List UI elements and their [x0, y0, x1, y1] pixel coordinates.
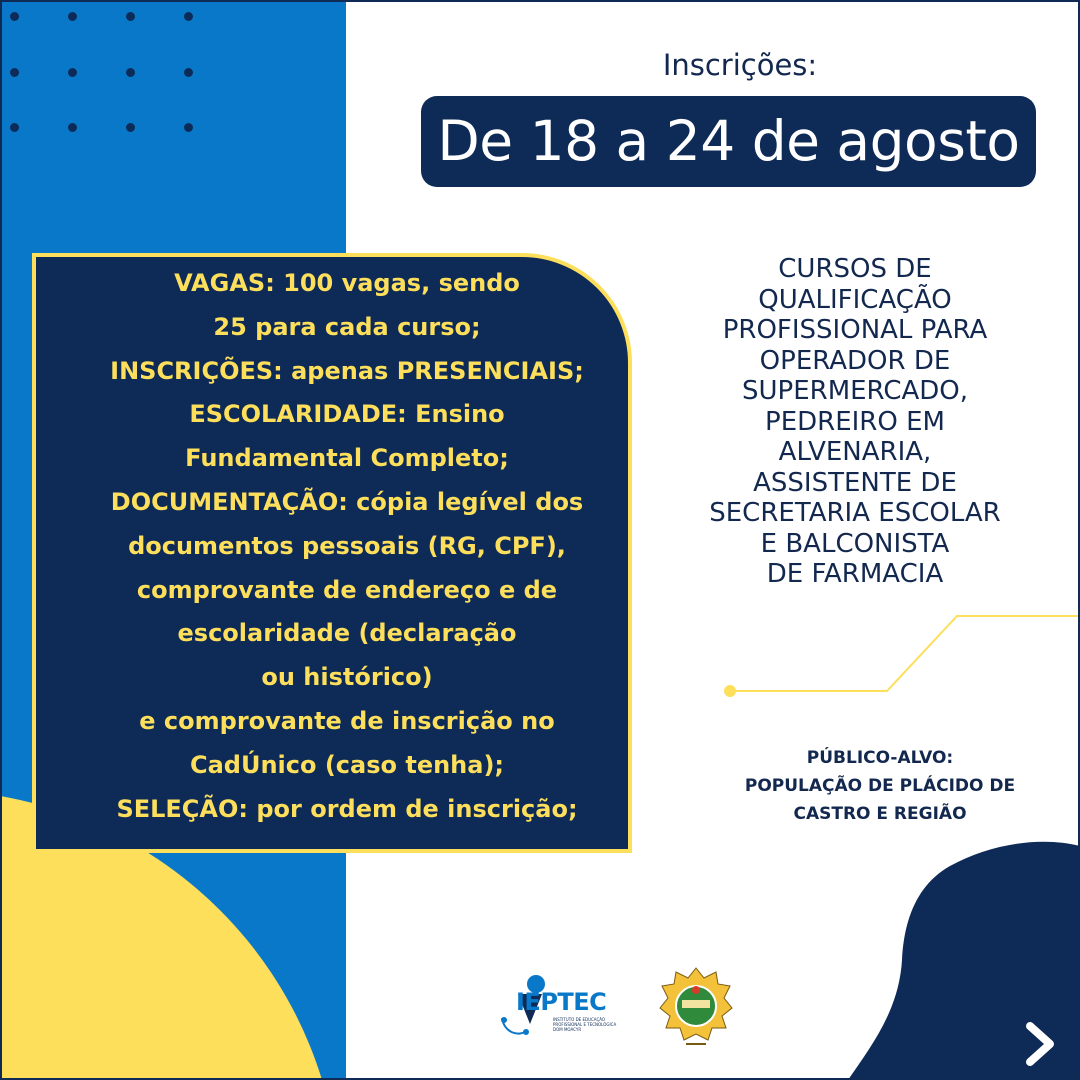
courses-line: DE FARMACIA — [766, 559, 944, 589]
courses-line: QUALIFICAÇÃO — [758, 284, 952, 315]
info-line: ou histórico) — [261, 663, 433, 692]
info-line: e comprovante de inscrição no — [139, 706, 555, 735]
courses-line: SUPERMERCADO, — [741, 376, 969, 406]
info-line: comprovante de endereço e de — [136, 575, 558, 604]
audience-line: PÚBLICO-ALVO: — [806, 748, 954, 768]
info-line: INSCRIÇÕES: apenas PRESENCIAIS; — [110, 356, 584, 385]
registration-date: De 18 a 24 de agosto — [421, 96, 1036, 187]
ieptec-logo-text: IEPTEC — [516, 988, 607, 1016]
ieptec-logo-subtitle: INSTITUTO DE EDUCAÇÃO PROFISSIONAL E TECNOLÓGICA DOM MOACYR — [553, 1017, 617, 1032]
courses-line: PEDREIRO EM — [765, 406, 945, 437]
chevron-right-icon[interactable] — [1016, 1016, 1066, 1072]
info-line: SELEÇÃO: por ordem de inscrição; — [116, 794, 578, 823]
courses-line: SECRETARIA ESCOLAR — [709, 498, 1001, 528]
courses-line: PROFISSIONAL PARA — [722, 315, 988, 345]
info-line: Fundamental Completo; — [185, 444, 509, 473]
coat-of-arms-icon — [656, 964, 736, 1054]
info-line: VAGAS: 100 vagas, sendo — [174, 269, 520, 297]
info-line: documentos pessoais (RG, CPF), — [128, 531, 566, 560]
audience-line: CASTRO E REGIÃO — [793, 804, 967, 824]
courses-line: E BALCONISTA — [760, 528, 950, 559]
info-line: ESCOLARIDADE: Ensino — [189, 400, 505, 429]
courses-line: ASSISTENTE DE — [753, 467, 957, 498]
info-line: 25 para cada curso; — [213, 312, 481, 341]
info-line: DOCUMENTAÇÃO: cópia legível dos — [110, 487, 584, 516]
registration-label: Inscrições: — [662, 48, 818, 82]
courses-line: OPERADOR DE — [759, 345, 951, 376]
courses-line: ALVENARIA, — [778, 437, 932, 467]
info-line: CadÚnico (caso tenha); — [189, 750, 505, 779]
info-line: escolaridade (declaração — [177, 619, 517, 648]
courses-line: CURSOS DE — [778, 254, 932, 284]
audience-line: POPULAÇÃO DE PLÁCIDO DE — [744, 776, 1016, 796]
